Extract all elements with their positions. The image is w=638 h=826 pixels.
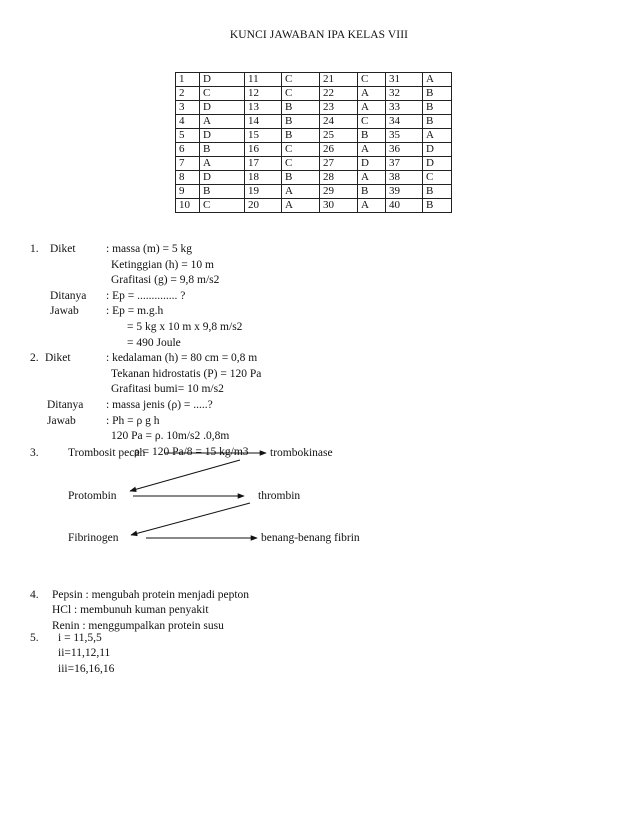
question-number-cell: 28 [320,171,358,185]
q2-ditanya-label: Ditanya [47,399,84,411]
answer-cell: A [423,129,452,143]
answer-cell: C [200,199,245,213]
question-number-cell: 31 [386,73,423,87]
q3-trombokinase: trombokinase [270,447,333,459]
question-number-cell: 26 [320,143,358,157]
q3-trombosit: Trombosit pecah [68,447,146,459]
question-number-cell: 2 [176,87,200,101]
question-number-cell: 8 [176,171,200,185]
q5-number: 5. [30,632,39,644]
question-number-cell: 17 [245,157,282,171]
answer-cell: A [358,171,386,185]
q2-number: 2. [30,352,39,364]
q1-diket-label: Diket [50,243,76,255]
question-number-cell: 35 [386,129,423,143]
question-number-cell: 34 [386,115,423,129]
q1-jawab-line-2: = 5 kg x 10 m x 9,8 m/s2 [127,321,243,333]
q2-diket-label: Diket [45,352,71,364]
q5-line-1: i = 11,5,5 [58,632,102,644]
answer-cell: B [282,129,320,143]
answer-cell: A [282,185,320,199]
page-title: KUNCI JAWABAN IPA KELAS VIII [229,29,409,41]
q3-number: 3. [30,447,39,459]
q4-number: 4. [30,589,39,601]
question-number-cell: 23 [320,101,358,115]
answer-cell: B [358,185,386,199]
question-number-cell: 3 [176,101,200,115]
question-number-cell: 20 [245,199,282,213]
question-number-cell: 38 [386,171,423,185]
question-number-cell: 19 [245,185,282,199]
q4-line-2: HCl : membunuh kuman penyakit [52,604,209,616]
question-number-cell: 36 [386,143,423,157]
question-number-cell: 1 [176,73,200,87]
answer-cell: B [282,101,320,115]
q4-line-3: Renin : menggumpalkan protein susu [52,620,224,632]
answer-cell: D [200,171,245,185]
q2-jawab-line-2: 120 Pa = ρ. 10m/s2 .0,8m [111,430,230,442]
answer-cell: B [200,185,245,199]
answer-cell: B [423,87,452,101]
q2-jawab-label: Jawab [47,415,76,427]
q2-jawab-line-3: ρ = 120 Pa/8 = 15 kg/m3 [134,446,249,458]
answer-cell: D [200,129,245,143]
question-number-cell: 25 [320,129,358,143]
question-number-cell: 21 [320,73,358,87]
q1-jawab-line-1: : Ep = m.g.h [106,305,164,317]
answer-cell: A [358,101,386,115]
q1-jawab-label: Jawab [50,305,79,317]
answer-cell: D [358,157,386,171]
q5-line-2: ii=11,12,11 [58,647,111,659]
q2-ditanya: : massa jenis (ρ) = .....? [106,399,213,411]
q3-benang-fibrin: benang-benang fibrin [261,532,360,544]
question-number-cell: 30 [320,199,358,213]
q3-thrombin: thrombin [258,490,301,502]
q3-fibrinogen: Fibrinogen [68,532,119,544]
answer-cell: A [358,143,386,157]
question-number-cell: 33 [386,101,423,115]
answer-cell: A [200,115,245,129]
q2-jawab-line-1: : Ph = ρ g h [106,415,160,427]
question-number-cell: 32 [386,87,423,101]
question-number-cell: 6 [176,143,200,157]
question-number-cell: 22 [320,87,358,101]
question-number-cell: 16 [245,143,282,157]
question-number-cell: 11 [245,73,282,87]
question-number-cell: 15 [245,129,282,143]
answer-cell: A [358,199,386,213]
question-number-cell: 39 [386,185,423,199]
answer-cell: C [358,115,386,129]
answer-cell: C [200,87,245,101]
question-number-cell: 18 [245,171,282,185]
question-number-cell: 24 [320,115,358,129]
question-number-cell: 37 [386,157,423,171]
answer-cell: C [282,157,320,171]
question-number-cell: 12 [245,87,282,101]
question-number-cell: 7 [176,157,200,171]
q1-diket-line-1: : massa (m) = 5 kg [106,243,193,255]
answer-cell: C [358,73,386,87]
question-number-cell: 29 [320,185,358,199]
answer-cell: C [282,73,320,87]
q1-jawab-line-3: = 490 Joule [127,337,181,349]
answer-cell: B [423,101,452,115]
answer-cell: A [358,87,386,101]
question-number-cell: 27 [320,157,358,171]
answer-cell: B [423,115,452,129]
answer-cell: D [423,143,452,157]
q1-diket-line-3: Grafitasi (g) = 9,8 m/s2 [111,274,220,286]
q2-diket-line-2: Tekanan hidrostatis (P) = 120 Pa [111,368,262,380]
q1-diket-line-2: Ketinggian (h) = 10 m [111,259,214,271]
answer-cell: C [423,171,452,185]
answer-cell: B [423,185,452,199]
answer-cell: D [423,157,452,171]
q1-ditanya-label: Ditanya [50,290,87,302]
question-number-cell: 4 [176,115,200,129]
question-number-cell: 10 [176,199,200,213]
answer-cell: A [282,199,320,213]
question-number-cell: 40 [386,199,423,213]
q4-line-1: Pepsin : mengubah protein menjadi pepton [52,589,250,601]
answer-cell: B [358,129,386,143]
question-number-cell: 9 [176,185,200,199]
answer-cell: D [200,73,245,87]
q2-diket-line-1: : kedalaman (h) = 80 cm = 0,8 m [106,352,258,364]
question-number-cell: 13 [245,101,282,115]
q1-ditanya: : Ep = .............. ? [106,290,186,302]
answer-cell: D [200,101,245,115]
answer-cell: C [282,87,320,101]
answer-cell: B [282,115,320,129]
arrow-trombokinase-to-protombin [130,460,240,491]
answer-cell: B [423,199,452,213]
answer-cell: C [282,143,320,157]
q2-diket-line-3: Grafitasi bumi= 10 m/s2 [111,383,224,395]
q3-protombin: Protombin [68,490,117,502]
arrow-thrombin-to-fibrinogen [131,503,250,535]
answer-cell: A [423,73,452,87]
q5-line-3: iii=16,16,16 [58,663,115,675]
question-number-cell: 14 [245,115,282,129]
answer-cell: B [282,171,320,185]
answer-cell: A [200,157,245,171]
question-number-cell: 5 [176,129,200,143]
q1-number: 1. [30,243,39,255]
answer-cell: B [200,143,245,157]
